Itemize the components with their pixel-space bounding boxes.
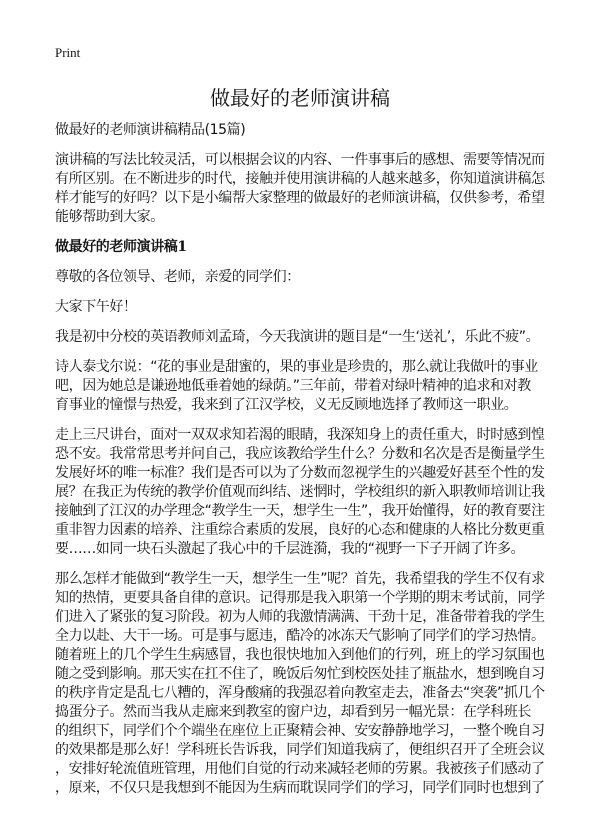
- text-line: 随着班上的几个学生生病感冒，我也很快地加入到他们的行列，班上的学习氛围也: [55, 647, 545, 663]
- text-line: 接触到了江汉的办学理念“教学生一天，想学生一生”，我开始懂得，好的教育要注: [55, 503, 545, 519]
- print-link[interactable]: Print: [55, 45, 81, 60]
- text-line: 我是初中分校的英语教师刘孟琦，今天我演讲的题目是“一生‘送礼’，乐此不疲”。: [55, 329, 540, 345]
- text-line: ，原来，不仅只是我想到不能因为生病而耽误同学们的学习，同学们同时也想到了: [55, 780, 545, 796]
- text-line: 做最好的老师演讲稿1: [55, 239, 187, 255]
- text-line: 发展好坏的唯一标准？我们是否可以为了分数而忽视学生的兴趣爱好甚至个性的发: [55, 465, 545, 481]
- paragraph: [55, 426, 555, 559]
- text-line: 重非智力因素的培养、注重综合素质的发展，良好的心态和健康的人格比分数更重: [55, 522, 545, 538]
- text-line: 知的热情，更要具备自律的意识。记得那是我入职第一个学期的期末考试前，同学: [55, 590, 545, 606]
- text-line: 育事业的憧憬与热爱，我来到了江汉学校，义无反顾地选择了教师这一职业。: [55, 397, 518, 413]
- paragraph: [55, 328, 555, 347]
- text-line: 演讲稿的写法比较灵活，可以根据会议的内容、一件事事后的感想、需要等情况而: [55, 152, 545, 168]
- text-line: 那么怎样才能做到“教学生一天，想学生一生”呢？首先，我希望我的学生不仅有求: [55, 571, 545, 587]
- text-line: 诗人泰戈尔说：“花的事业是甜蜜的，果的事业是珍贵的，那么就让我做叶的事业: [55, 359, 538, 375]
- text-line: 要……如同一块石头激起了我心中的千层涟漪，我的“视野一下子开阔了许多。: [55, 541, 525, 557]
- text-line: ，安排好轮流值班管理，用他们自觉的行动来减轻老师的劳累。我被孩子们感动了: [55, 761, 545, 777]
- text-line: 样才能写的好吗？以下是小编帮大家整理的做最好的老师演讲稿，仅供参考，希望: [55, 190, 545, 206]
- text-line: 随之受到影响。那天实在扛不住了，晚饭后匆忙到校医处挂了瓶盐水，想到晚自习: [55, 666, 545, 682]
- text-line: 的秩序肯定是乱七八糟的，浑身酸痛的我强忍着向教室走去，准备去“突袭”抓几个: [55, 685, 545, 701]
- document-body: [55, 121, 555, 809]
- section-heading: [55, 238, 555, 257]
- text-line: 的组织下，同学们个个端坐在座位上正聚精会神、安安静静地学习，一整个晚自习: [55, 723, 545, 739]
- text-line: 的效果都是那么好！学科班长告诉我，同学们知道我病了，便组织召开了全班会议: [55, 742, 545, 758]
- text-line: 走上三尺讲台，面对一双双求知若渴的眼睛，我深知身上的责任重大，时时感到惶: [55, 427, 545, 443]
- text-line: 做最好的老师演讲稿精品(15篇): [55, 122, 246, 138]
- text-line: 捣蛋分子。然而当我从走廊来到教室的窗户边，却看到另一幅光景：在学科班长: [55, 704, 531, 720]
- text-line: 尊敬的各位领导、老师，亲爱的同学们：: [55, 269, 300, 285]
- page-title: 做最好的老师演讲稿: [210, 86, 390, 110]
- text-line: 们进入了紧张的复习阶段。初为人师的我激情满满、干劲十足，准备带着我的学生: [55, 609, 545, 625]
- paragraph: [55, 570, 555, 798]
- text-line: 有所区别。在不断进步的时代，接触并使用演讲稿的人越来越多，你知道演讲稿怎: [55, 171, 545, 187]
- text-line: 恐不安。我常常思考并问自己，我应该教给学生什么？分数和名次是否是衡量学生: [55, 446, 545, 462]
- paragraph: [55, 121, 555, 140]
- paragraph: [55, 298, 555, 317]
- text-line: 吧，因为她总是谦逊地低垂着她的绿荫。”三年前，带着对绿叶精神的追求和对教: [55, 378, 531, 394]
- text-line: 全力以赴、大干一场。可是事与愿违，酷冷的冰冻天气影响了同学们的学习热情。: [55, 628, 545, 644]
- text-line: 大家下午好！: [55, 299, 137, 315]
- paragraph: [55, 151, 555, 227]
- text-line: 展？在我正为传统的教学价值观而纠结、迷惘时，学校组织的新入职教师培训让我: [55, 484, 545, 500]
- paragraph: [55, 268, 555, 287]
- text-line: 能够帮助到大家。: [55, 209, 164, 225]
- paragraph: [55, 358, 555, 415]
